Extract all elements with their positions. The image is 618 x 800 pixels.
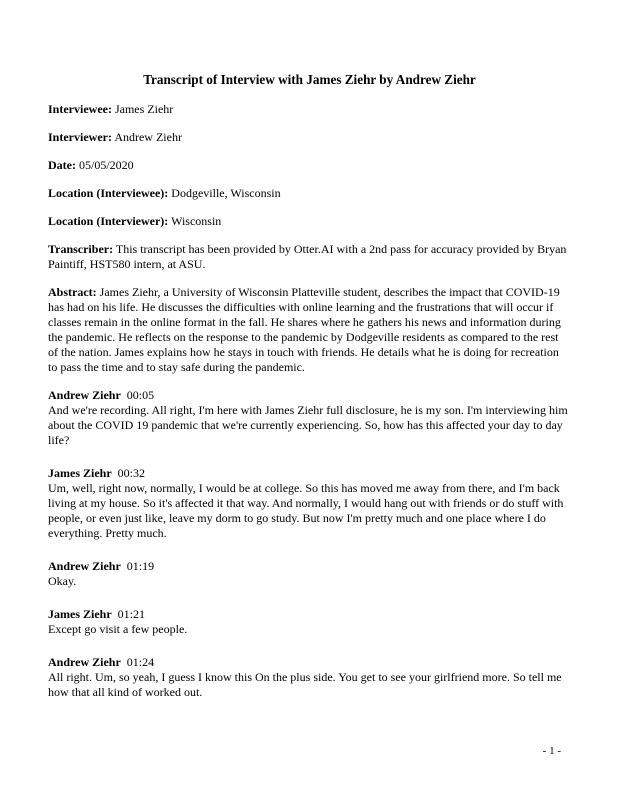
speech-text: Except go visit a few people. (48, 622, 188, 636)
meta-interviewee-value: James Ziehr (114, 102, 174, 116)
speech-text: All right. Um, so yeah, I guess I know this On the plus side. You get to see your girlfriend more. So tell me how that all kind of worked out. (48, 670, 562, 699)
timestamp: 00:32 (117, 466, 145, 480)
speech-text: And we're recording. All right, I'm here with James Ziehr full disclosure, he is my son. I'm interviewing him about the COVID 19 pandemic that we're currently experiencing. So, how has this affected your day to day life? (48, 403, 568, 447)
meta-date (48, 158, 571, 173)
dialogue-block (48, 388, 571, 448)
timestamp: 00:05 (126, 388, 155, 402)
timestamp: 01:19 (126, 559, 155, 573)
meta-interviewee-label: Interviewee: (48, 102, 112, 116)
meta-transcriber (48, 242, 571, 272)
meta-interviewee (48, 102, 571, 117)
speech-text: Um, well, right now, normally, I would be at college. So this has moved me away from there, and I'm back living at my house. So it's affected it that way. And normally, I would hang out with friends or do stuff with people, or even just like, leave my dorm to go study. But now I'm pretty much and one place where I do everything. Pretty much. (48, 481, 564, 540)
meta-abstract-label: Abstract: (48, 285, 97, 299)
dialogue-block (48, 607, 571, 637)
timestamp: 01:24 (126, 655, 155, 669)
speaker-line (48, 607, 571, 622)
meta-date-label: Date: (48, 158, 76, 172)
meta-location-interviewee (48, 186, 571, 201)
dialogue-block (48, 559, 571, 589)
meta-interviewer-label: Interviewer: (48, 130, 112, 144)
speaker-line (48, 388, 571, 403)
meta-transcriber-value: This transcript has been provided by Otter.AI with a 2nd pass for accuracy provided by Bryan Paintiff, HST580 intern, at ASU. (48, 242, 567, 271)
meta-location-interviewer (48, 214, 571, 229)
meta-abstract-value: James Ziehr, a University of Wisconsin Platteville student, describes the impact that COVID-19 has had on his life. He discusses the difficulties with online learning and the frustrations that will occur if classes remain in the online format in the fall. He shares where he gathers his news and information during the pandemic. He reflects on the response to the pandemic by Dodgeville residents as compared to the rest of the nation. James explains how he stays in touch with friends. He details what he is doing for recreation to pass the time and to stay safe during the pandemic. (48, 285, 561, 374)
speaker-line (48, 655, 571, 670)
meta-date-value: 05/05/2020 (78, 158, 134, 172)
speaker-name: James Ziehr (48, 607, 112, 621)
meta-location-interviewee-value: Dodgeville, Wisconsin (171, 186, 281, 200)
meta-abstract (48, 285, 571, 375)
meta-interviewer (48, 130, 571, 145)
timestamp: 01:21 (117, 607, 145, 621)
speaker-name: James Ziehr (48, 466, 112, 480)
dialogue-block (48, 466, 571, 541)
page-number: - 1 - (542, 745, 561, 757)
speech-text: Okay. (48, 574, 77, 588)
meta-interviewer-value: Andrew Ziehr (114, 130, 182, 144)
meta-location-interviewer-label: Location (Interviewer): (48, 214, 169, 228)
speaker-name: Andrew Ziehr (48, 655, 121, 669)
meta-location-interviewee-label: Location (Interviewee): (48, 186, 169, 200)
speaker-name: Andrew Ziehr (48, 559, 121, 573)
speaker-line (48, 466, 571, 481)
speaker-name: Andrew Ziehr (48, 388, 121, 402)
page-title: Transcript of Interview with James Ziehr by Andrew Ziehr (143, 72, 476, 87)
meta-transcriber-label: Transcriber: (48, 242, 114, 256)
meta-location-interviewer-value: Wisconsin (171, 214, 222, 228)
speaker-line (48, 559, 571, 574)
dialogue-block (48, 655, 571, 700)
